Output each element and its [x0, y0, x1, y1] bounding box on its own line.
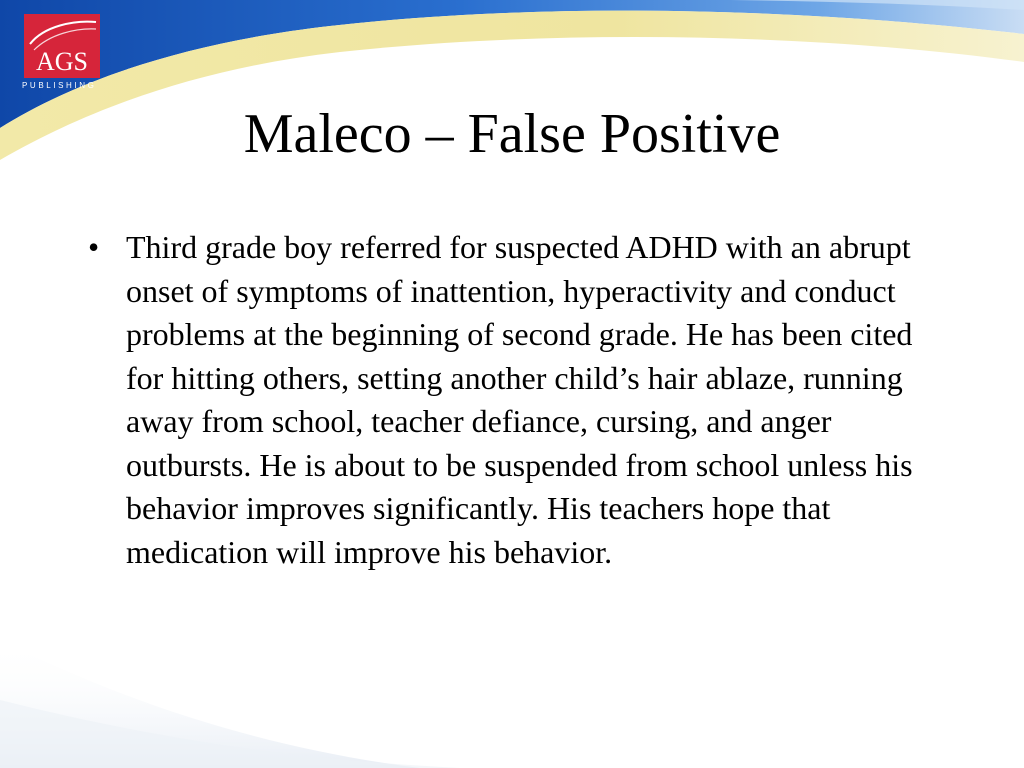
bullet-marker: •	[88, 229, 100, 265]
bullet-item	[86, 226, 926, 574]
ags-logo	[24, 14, 100, 78]
logo-subtitle: PUBLISHING	[22, 81, 97, 90]
bullet-list	[86, 226, 926, 574]
logo-text: AGS	[35, 47, 89, 76]
bullet-text: Third grade boy referred for suspected ADHD with an abrupt onset of symptoms of inattention, hyperactivity and conduct problems at the beginning of second grade. He has been cited for hitting others, setting another child’s hair ablaze, running away from school, teacher defiance, cursing, and anger outbursts. He is about to be suspended from school unless his behavior improves significantly. His teachers hope that medication will improve his behavior.	[126, 229, 913, 570]
slide-title: Maleco – False Positive	[243, 103, 781, 165]
